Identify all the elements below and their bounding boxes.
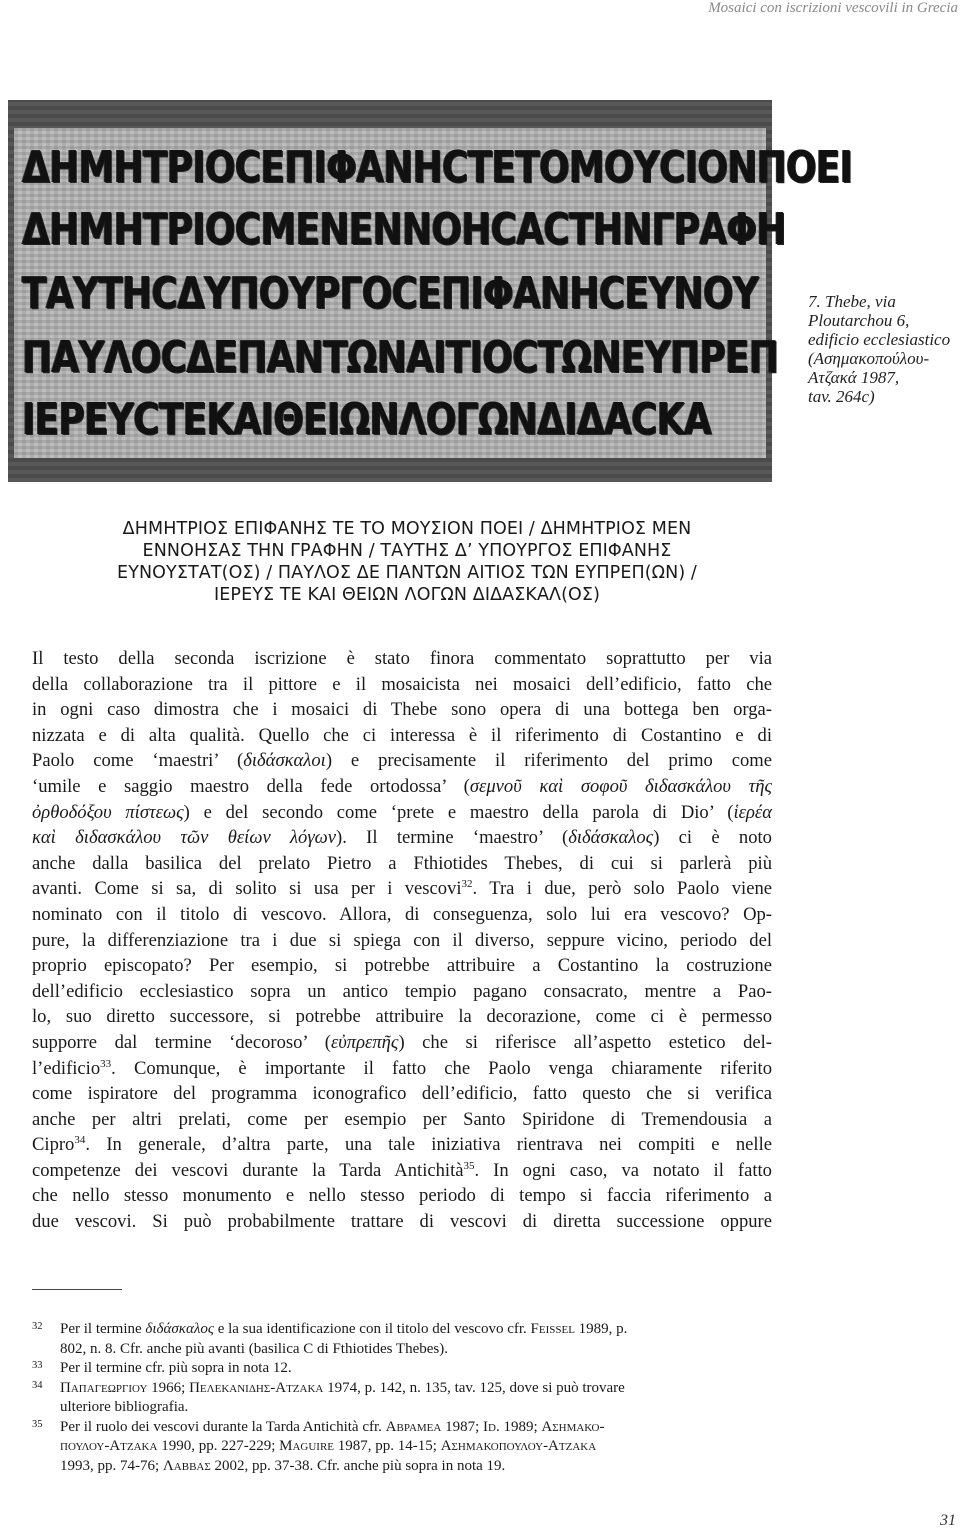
page-number: 31: [940, 1512, 956, 1529]
inscription-line: ΔΗΜΗΤΡΙΟΣ ΕΠΙΦΑΝΗΣ ΤΕ ΤΟ ΜΟΥΣΙΟΝ ΠΟΕΙ / ΔΗΜΗΤΡΙΟΣ ΜΕΝ: [122, 519, 692, 539]
footnote-line: [32, 1320, 776, 1340]
footnote-ref-32[interactable]: 32: [461, 878, 473, 891]
inscription-transcription: [40, 518, 774, 606]
caption-line: 7. Thebe, via: [808, 292, 896, 311]
footnote-number: 34: [32, 1379, 43, 1391]
running-head: [0, 0, 960, 24]
greek-term: διδάσκαλοι: [243, 750, 326, 772]
author-name: Feissel: [530, 1321, 575, 1337]
footnote-text: [32, 1320, 776, 1359]
note-run: 1974, p. 142, n. 135, tav. 125, dove si può trovare: [323, 1379, 625, 1396]
mosaic-line: ΤΑΥΤΗCΔΥΠΟΥΡΓΟCΕΠΙΦΑΝΗCΕΥΝΟΥ: [22, 268, 759, 319]
footnote-number: 35: [32, 1418, 43, 1430]
author-name: Παπαγεωργιου: [60, 1379, 148, 1396]
inscription-line: ΕΝΝΟΗΣΑΣ ΤΗΝ ΓΡΑΦΗΝ / ΤΑΥΤΗΣ Δ’ ΥΠΟΥΡΓΟΣ ΕΠΙΦΑΝΗΣ: [142, 541, 672, 561]
footnote-32: [32, 1320, 776, 1359]
footnote-ref-35[interactable]: 35: [463, 1159, 475, 1172]
figure-caption: [808, 292, 958, 406]
mosaic-line: ΠΑΥΛΟCΔΕΠΑΝΤΩΝΑΙΤΙΟCΤΩΝΕΥΠΡΕΠ: [22, 332, 779, 383]
author-name: Αβραμεα: [385, 1418, 442, 1435]
body-line: pure, la differenziazione tra i due si spiega con il diverso, seppure vicino, periodo del: [32, 929, 772, 951]
greek-term: καὶ διδασκάλου τῶν θείων λόγων: [32, 827, 337, 849]
greek-term: διδάσκαλος: [568, 827, 654, 849]
footnote-33: [32, 1359, 776, 1379]
footnote-divider: [32, 1289, 122, 1290]
body-line: proprio episcopato? Per esempio, si potrebbe attribuire a Costantino la costruzione: [32, 955, 772, 977]
note-run: 1987, pp. 14-15;: [334, 1438, 441, 1454]
mosaic-line: ΙΕΡΕΥCΤΕΚΑΙΘΕΙΩΝΛΟΓΩΝΔΙΔΑCΚΑ: [22, 394, 711, 445]
footnote-line: [32, 1418, 776, 1438]
note-run: 2002, pp. 37-38. Cfr. anche più sopra in nota 19.: [210, 1457, 506, 1474]
body-line: che nello stesso monumento e nello stesso periodo di tempo si faccia riferimento a: [32, 1185, 772, 1207]
body-line: [32, 1158, 772, 1184]
footnotes: [32, 1320, 776, 1476]
inscription-line: ΕΥΝΟΥΣΤΑΤ(ΟΣ) / ΠΑΥΛΟΣ ΔΕ ΠΑΝΤΩΝ ΑΙΤΙΟΣ ΤΩΝ ΕΥΠΡΕΠ(ΩΝ) /: [117, 563, 697, 583]
footnote-line: [32, 1379, 776, 1399]
footnote-line: Per il termine cfr. più sopra in nota 12.: [60, 1360, 292, 1376]
greek-term: εὐπρεπῆς: [330, 1031, 399, 1053]
body-paragraph: [32, 646, 772, 1235]
note-run: Per il ruolo dei vescovi durante la Tarda Antichità cfr.: [60, 1418, 386, 1435]
body-line: nizzata e di alta qualità. Quello che ci interessa è il riferimento di Costantino e di: [32, 724, 772, 746]
note-run: Per il termine: [60, 1321, 146, 1337]
footnote-number: 32: [32, 1321, 43, 1332]
body-line: lo, suo diretto successore, si potrebbe attribuire la decorazione, come ci è permesso: [32, 1006, 772, 1028]
inscription-line: ΙΕΡΕΥΣ ΤΕ ΚΑΙ ΘΕΙΩΝ ΛΟΓΩΝ ΔΙΔΑΣΚΑΛ(ΟΣ): [214, 585, 600, 605]
footnote-line: [32, 1457, 776, 1477]
note-run: 1966;: [147, 1379, 190, 1396]
body-line: in ogni caso dimostra che i mosaici di Thebe sono opera di una bottega ben orga-: [32, 699, 772, 721]
body-text-run: ) e precisamente il riferimento del primo come: [325, 750, 772, 772]
body-text-run: ). Il termine ‘maestro’ (: [336, 827, 569, 849]
running-head-text: Mosaici con iscrizioni vescovili in Grecia: [708, 0, 958, 16]
body-line: anche per altri prelati, come per esempio per Santo Spiridone di Tremendousia a: [32, 1108, 772, 1130]
footnote-34: [32, 1379, 776, 1418]
caption-line: edificio ecclesiastico: [808, 330, 951, 349]
body-line: nominato con il titolo di vescovo. Allora, di conseguenza, solo lui era vescovo? Op-: [32, 903, 772, 925]
body-line: [32, 1030, 772, 1056]
mosaic-line: ΔΗΜΗΤΡΙΟCΜΕΝΕΝΝΟΗCΑCΤΗΝΓΡΑΦΗ: [22, 204, 786, 255]
mosaic-line: ΔΗΜΗΤΡΙΟCΕΠΙΦΑΝΗCΤΕΤΟΜΟΥCΙΟΝΠΟΕΙ: [22, 142, 853, 193]
note-run: 1990, pp. 227-229;: [157, 1438, 280, 1454]
note-run: 1993, pp. 74-76;: [60, 1457, 163, 1474]
greek-term: σεμνοῦ καὶ σοφοῦ διδασκάλου τῆς: [469, 775, 772, 797]
body-line: due vescovi. Si può probabilmente trattare di vescovi di diretta successione oppure: [32, 1211, 772, 1233]
note-run: . 1989;: [495, 1418, 542, 1435]
note-run: 1987;: [441, 1418, 484, 1435]
caption-line: Ατζακά 1987,: [808, 368, 900, 387]
author-name: Λαββας: [162, 1457, 211, 1474]
footnote-line: [32, 1437, 776, 1457]
footnote-line: ulteriore bibliografia.: [60, 1399, 189, 1415]
footnote-35: [32, 1418, 776, 1477]
footnote-line: 802, n. 8. Cfr. anche più avanti (basilica C di Fthiotides Thebes).: [60, 1340, 448, 1357]
footnote-ref-34[interactable]: 34: [74, 1134, 86, 1147]
body-text-run: avanti. Come si sa, di solito si usa per i vescovi: [32, 878, 462, 900]
body-text-run: . In ogni caso, va notato il fatto: [474, 1159, 772, 1181]
author-name: Maguire: [279, 1438, 335, 1454]
footnote-ref-33[interactable]: 33: [100, 1057, 112, 1070]
body-text-run: . Comunque, è importante il fatto che Paolo venga chiaramente riferito: [111, 1057, 772, 1079]
greek-term: ἱερέα: [733, 801, 772, 823]
body-text-run: competenze dei vescovi durante la Tarda Antichità: [32, 1159, 464, 1181]
body-text-run: Cipro: [32, 1134, 75, 1156]
caption-line: (Ασημακοπούλου-: [808, 349, 930, 368]
body-text-run: ‘umile e saggio maestro della fede ortodossa’ (: [32, 775, 470, 797]
body-text-run: ) e del secondo come ‘prete e maestro della parola di Dio’ (: [183, 801, 734, 823]
note-run: e la sua identificazione con il titolo del vescovo cfr.: [213, 1321, 531, 1337]
body-line: [32, 825, 772, 851]
author-name: πουλου-Ατζακα: [60, 1438, 158, 1454]
body-text-run: supporre dal termine ‘decoroso’ (: [32, 1031, 331, 1053]
caption-line: tav. 264c): [808, 387, 875, 406]
body-line: anche dalla basilica del prelato Pietro a Fthiotides Thebes, di cui si parlerà più: [32, 852, 772, 874]
body-text-run: Paolo come ‘maestri’ (: [32, 750, 244, 772]
body-text-run: ) ci è noto: [653, 827, 772, 849]
body-text-run: . Tra i due, però solo Paolo viene: [472, 878, 772, 900]
footnote-text: [32, 1359, 776, 1379]
body-line: Il testo della seconda iscrizione è stato finora commentato soprattutto per via: [32, 648, 772, 669]
body-text-run: . In generale, d’altra parte, una tale iniziativa rientrava nei compiti e nelle: [85, 1134, 772, 1156]
body-text-run: ) che si riferisce all’aspetto estetico del-: [398, 1031, 772, 1053]
body-line: [32, 876, 772, 902]
body-line: [32, 800, 772, 826]
author-name: Ασημακοπουλου-Ατζακα: [440, 1438, 597, 1454]
body-line: [32, 1056, 772, 1082]
body-line: della collaborazione tra il pittore e il mosaicista nei mosaici dell’edificio, fatto che: [32, 673, 772, 695]
author-name: Ασημακο-: [541, 1418, 605, 1435]
author-name: Id: [483, 1418, 496, 1435]
caption-line: Ploutarchou 6,: [808, 311, 910, 330]
note-run: 1989, p.: [574, 1321, 628, 1337]
body-line: come ispiratore del programma iconografico dell’edificio, fatto questo che si verifica: [32, 1083, 772, 1105]
greek-term: διδάσκαλος: [145, 1321, 214, 1337]
body-line: dell’edificio ecclesiastico sopra un antico tempio pagano consacrato, mentre a Pao-: [32, 980, 772, 1002]
greek-term: ὀρθοδόξου πίστεως: [32, 801, 184, 823]
author-name: Πελεκανιδης-Ατζακα: [189, 1379, 324, 1396]
footnote-number: 33: [32, 1360, 43, 1371]
footnote-text: [32, 1418, 776, 1477]
body-line: [32, 748, 772, 774]
body-line: [32, 1132, 772, 1158]
body-line: [32, 774, 772, 800]
footnote-text: [32, 1379, 776, 1418]
body-text-run: l’edificio: [32, 1057, 101, 1079]
